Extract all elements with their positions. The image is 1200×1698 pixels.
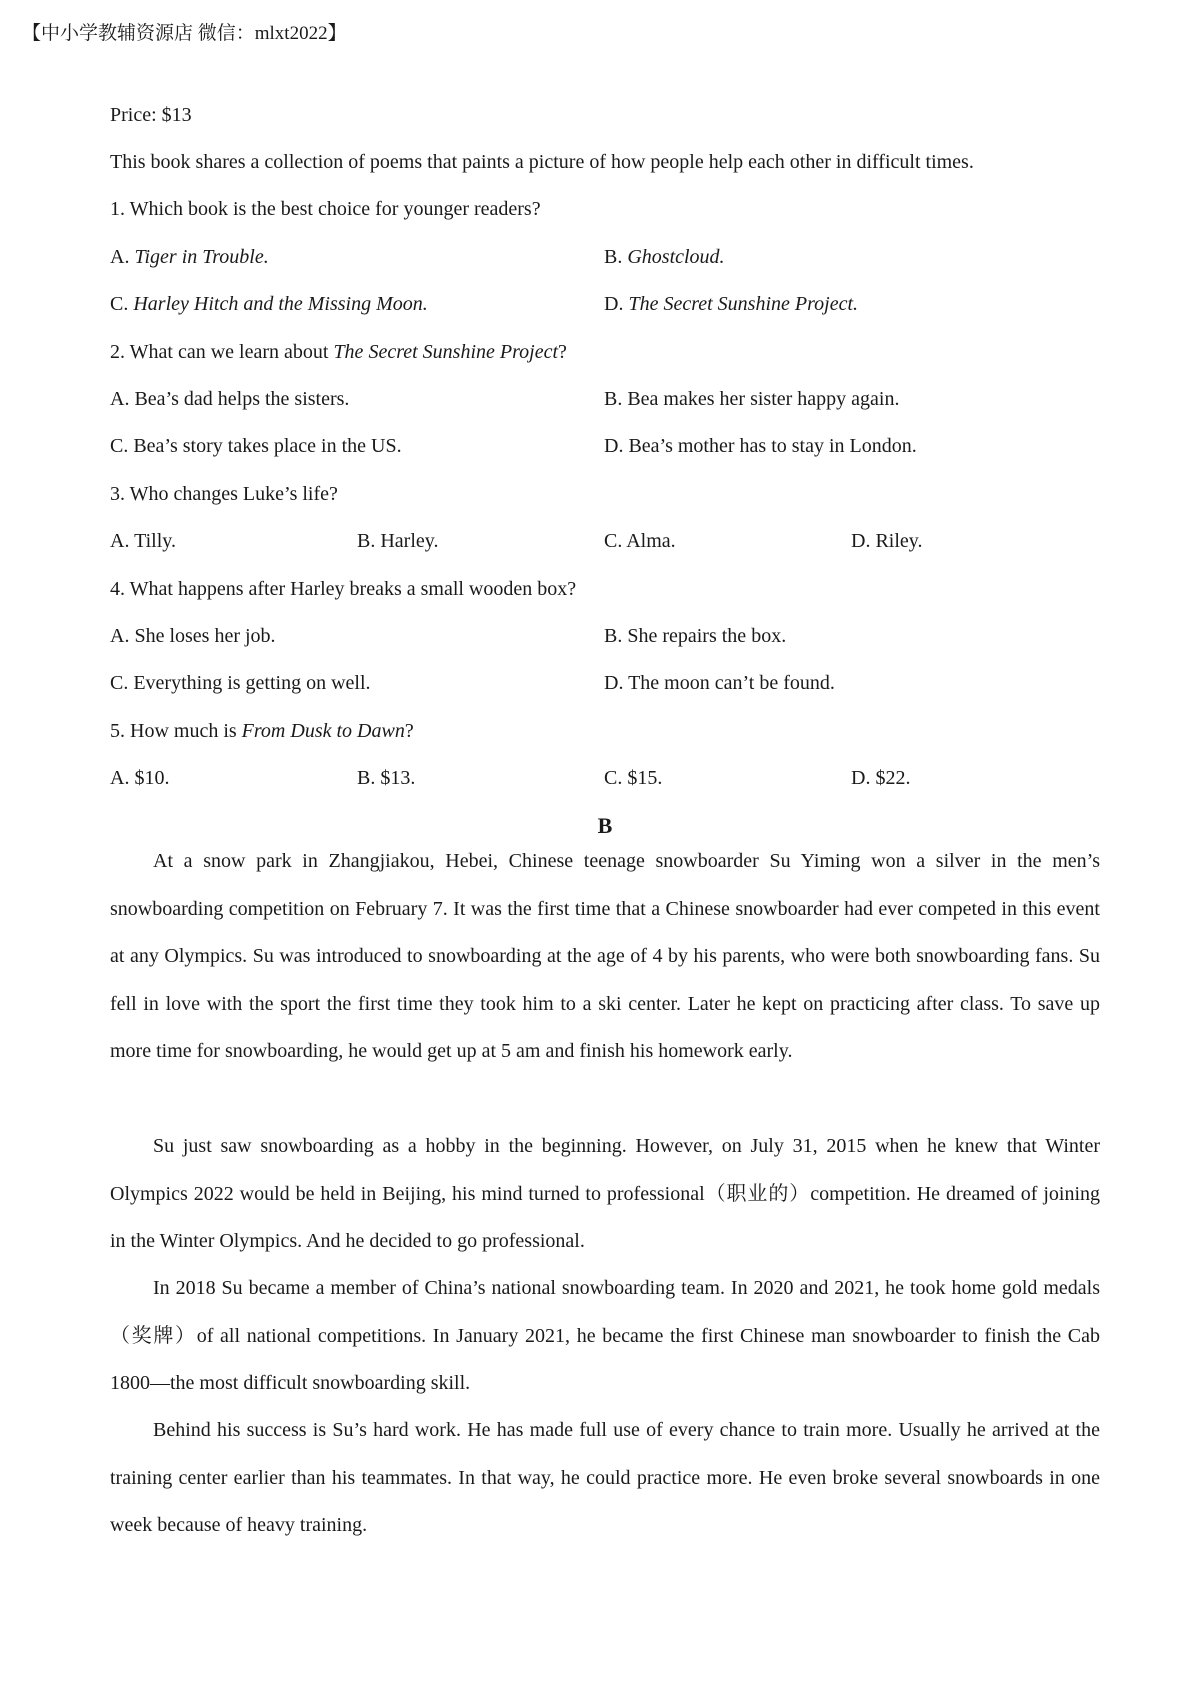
- book-description: This book shares a collection of poems that paints a picture of how people help each other in difficult times.: [110, 151, 974, 173]
- question-1-option-b: B. Ghostcloud.: [604, 246, 725, 268]
- question-3-option-d: D. Riley.: [851, 530, 923, 552]
- page-header-watermark: 【中小学教辅资源店 微信：mlxt2022】: [22, 23, 347, 44]
- question-5-stem: 5. How much is From Dusk to Dawn?: [110, 720, 414, 742]
- question-2-option-d: D. Bea’s mother has to stay in London.: [604, 435, 917, 457]
- question-2-stem: 2. What can we learn about The Secret Sunshine Project?: [110, 341, 567, 363]
- passage-paragraph-3: In 2018 Su became a member of China’s national snowboarding team. In 2020 and 2021, he took home gold medals（奖牌）of all national competitions. In January 2021, he became the first Chinese man snowboarder to finish the Cab 1800—the most difficult snowboarding skill.: [110, 1277, 1100, 1394]
- question-5-option-a: A. $10.: [110, 767, 170, 789]
- price-line: Price: $13: [110, 104, 192, 126]
- question-1-option-a: A. Tiger in Trouble.: [110, 246, 269, 268]
- question-3-stem: 3. Who changes Luke’s life?: [110, 483, 338, 505]
- question-2-option-a: A. Bea’s dad helps the sisters.: [110, 388, 350, 410]
- passage-paragraph-2: Su just saw snowboarding as a hobby in the beginning. However, on July 31, 2015 when he knew that Winter Olympics 2022 would be held in Beijing, his mind turned to professional（职业的）competition. He dreamed of joining in the Winter Olympics. And he decided to go professional.: [110, 1135, 1100, 1252]
- section-b-heading: B: [597, 813, 613, 838]
- question-4-stem: 4. What happens after Harley breaks a small wooden box?: [110, 578, 577, 600]
- question-1-option-d: D. The Secret Sunshine Project.: [604, 293, 859, 315]
- question-3-option-c: C. Alma.: [604, 530, 676, 552]
- passage-paragraph-1: At a snow park in Zhangjiakou, Hebei, Chinese teenage snowboarder Su Yiming won a silver in the men’s snowboarding competition on February 7. It was the first time that a Chinese snowboarder had ever competed in this event at any Olympics. Su was introduced to snowboarding at the age of 4 by his parents, who were both snowboarding fans. Su fell in love with the sport the first time they took him to a ski center. Later he kept on practicing after class. To save up more time for snowboarding, he would get up at 5 am and finish his homework early.: [110, 850, 1100, 1062]
- question-3-option-a: A. Tilly.: [110, 530, 176, 552]
- passage-paragraph-4: Behind his success is Su’s hard work. He has made full use of every chance to train more. Usually he arrived at the training center earlier than his teammates. In that way, he could practice more. He even broke several snowboards in one week because of heavy training.: [110, 1419, 1100, 1536]
- question-2-option-b: B. Bea makes her sister happy again.: [604, 388, 900, 410]
- question-5-option-d: D. $22.: [851, 767, 911, 789]
- question-4-option-a: A. She loses her job.: [110, 625, 276, 647]
- question-5-option-c: C. $15.: [604, 767, 663, 789]
- question-4-option-c: C. Everything is getting on well.: [110, 672, 371, 694]
- question-3-option-b: B. Harley.: [357, 530, 439, 552]
- question-5-option-b: B. $13.: [357, 767, 416, 789]
- question-1-stem: 1. Which book is the best choice for younger readers?: [110, 198, 541, 220]
- question-2-option-c: C. Bea’s story takes place in the US.: [110, 435, 402, 457]
- question-1-option-c: C. Harley Hitch and the Missing Moon.: [110, 293, 428, 315]
- question-4-option-b: B. She repairs the box.: [604, 625, 787, 647]
- question-4-option-d: D. The moon can’t be found.: [604, 672, 835, 694]
